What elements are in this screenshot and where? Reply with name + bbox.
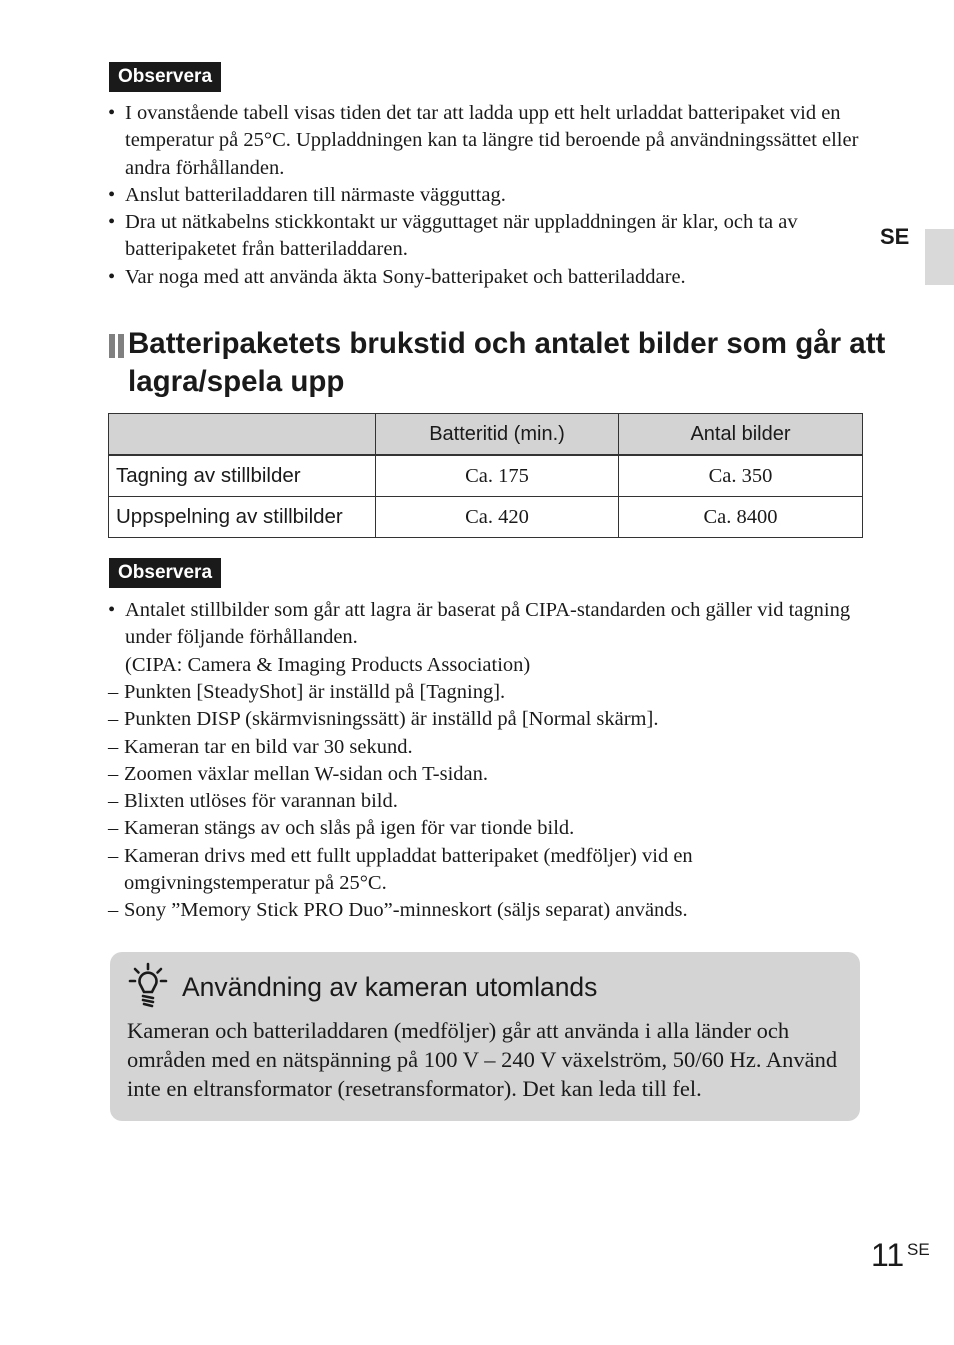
table-header-cell: Batteritid (min.)	[376, 414, 619, 456]
condition-item: – Kameran drivs med ett fullt uppladdat batteripaket (medföljer) vid en omgivningstemperatur på 25°C.	[108, 843, 764, 898]
table-header-cell	[109, 414, 376, 456]
table-row	[109, 455, 863, 497]
tip-body: Kameran och batteriladdaren (medföljer) går att använda i alla länder och områden med en nätspänning på 100 V – 240 V växelström, 50/60 Hz. Använd inte en eltransformator (resetransformator). Det kan leda till fel.	[127, 1018, 838, 1101]
page-number: 11	[871, 1237, 905, 1273]
table-row	[109, 497, 863, 538]
condition-item: – Blixten utlöses för varannan bild.	[108, 788, 868, 815]
table-header-row	[109, 414, 863, 456]
battery-table	[108, 413, 863, 538]
note-bullet: • Var noga med att använda äkta Sony-batteripaket och batteriladdare.	[108, 264, 868, 291]
condition-item: – Kameran stängs av och slås på igen för var tionde bild.	[108, 815, 868, 842]
note-bullet-paren: (CIPA: Camera & Imaging Products Association)	[125, 653, 531, 676]
tip-box	[110, 952, 860, 1121]
table-row-label: Tagning av stillbilder	[109, 455, 376, 497]
note-bullet-text: Antalet stillbilder som går att lagra är baserat på CIPA-standarden och gäller vid tagning under följande förhållanden.	[125, 599, 851, 649]
lightbulb-icon	[128, 962, 168, 1008]
table-header-cell: Antal bilder	[619, 414, 863, 456]
table-cell: Ca. 8400	[619, 497, 863, 538]
note-list	[108, 597, 868, 679]
note-label: Observera	[109, 558, 221, 588]
condition-list	[108, 679, 868, 925]
note-label: Observera	[109, 62, 221, 92]
table-cell: Ca. 420	[376, 497, 619, 538]
condition-item: – Zoomen växlar mellan W-sidan och T-sidan.	[108, 761, 868, 788]
condition-item: – Punkten DISP (skärmvisningssätt) är inställd på [Normal skärm].	[108, 706, 868, 733]
note-bullet: • Anslut batteriladdaren till närmaste vägguttag.	[108, 182, 868, 209]
note-bullet	[108, 597, 868, 679]
condition-item: – Punkten [SteadyShot] är inställd på [Tagning].	[108, 679, 868, 706]
language-tab: SE	[880, 224, 910, 249]
section-heading: Batteripaketets brukstid och antalet bilder som går att lagra/spela upp	[128, 327, 886, 398]
note-bullet: • I ovanstående tabell visas tiden det tar att ladda upp ett helt urladdat batteripaket vid en temperatur på 25°C. Uppladdningen kan ta längre tid beroende på användningssättet eller andra förhållanden.	[108, 100, 868, 182]
table-cell: Ca. 350	[619, 455, 863, 497]
page-number-suffix: SE	[907, 1240, 930, 1259]
table-cell: Ca. 175	[376, 455, 619, 497]
heading-marker-icon	[109, 334, 124, 358]
condition-item: – Sony ”Memory Stick PRO Duo”-minneskort (säljs separat) används.	[108, 897, 868, 924]
tip-title: Användning av kameran utomlands	[182, 972, 598, 1002]
note-list	[108, 100, 868, 291]
side-tab-marker	[925, 229, 954, 285]
table-row-label: Uppspelning av stillbilder	[109, 497, 376, 538]
note-bullet: • Dra ut nätkabelns stickkontakt ur vägguttaget när uppladdningen är klar, och ta av batteripaketet från batteriladdaren.	[108, 209, 868, 264]
condition-item: – Kameran tar en bild var 30 sekund.	[108, 734, 868, 761]
